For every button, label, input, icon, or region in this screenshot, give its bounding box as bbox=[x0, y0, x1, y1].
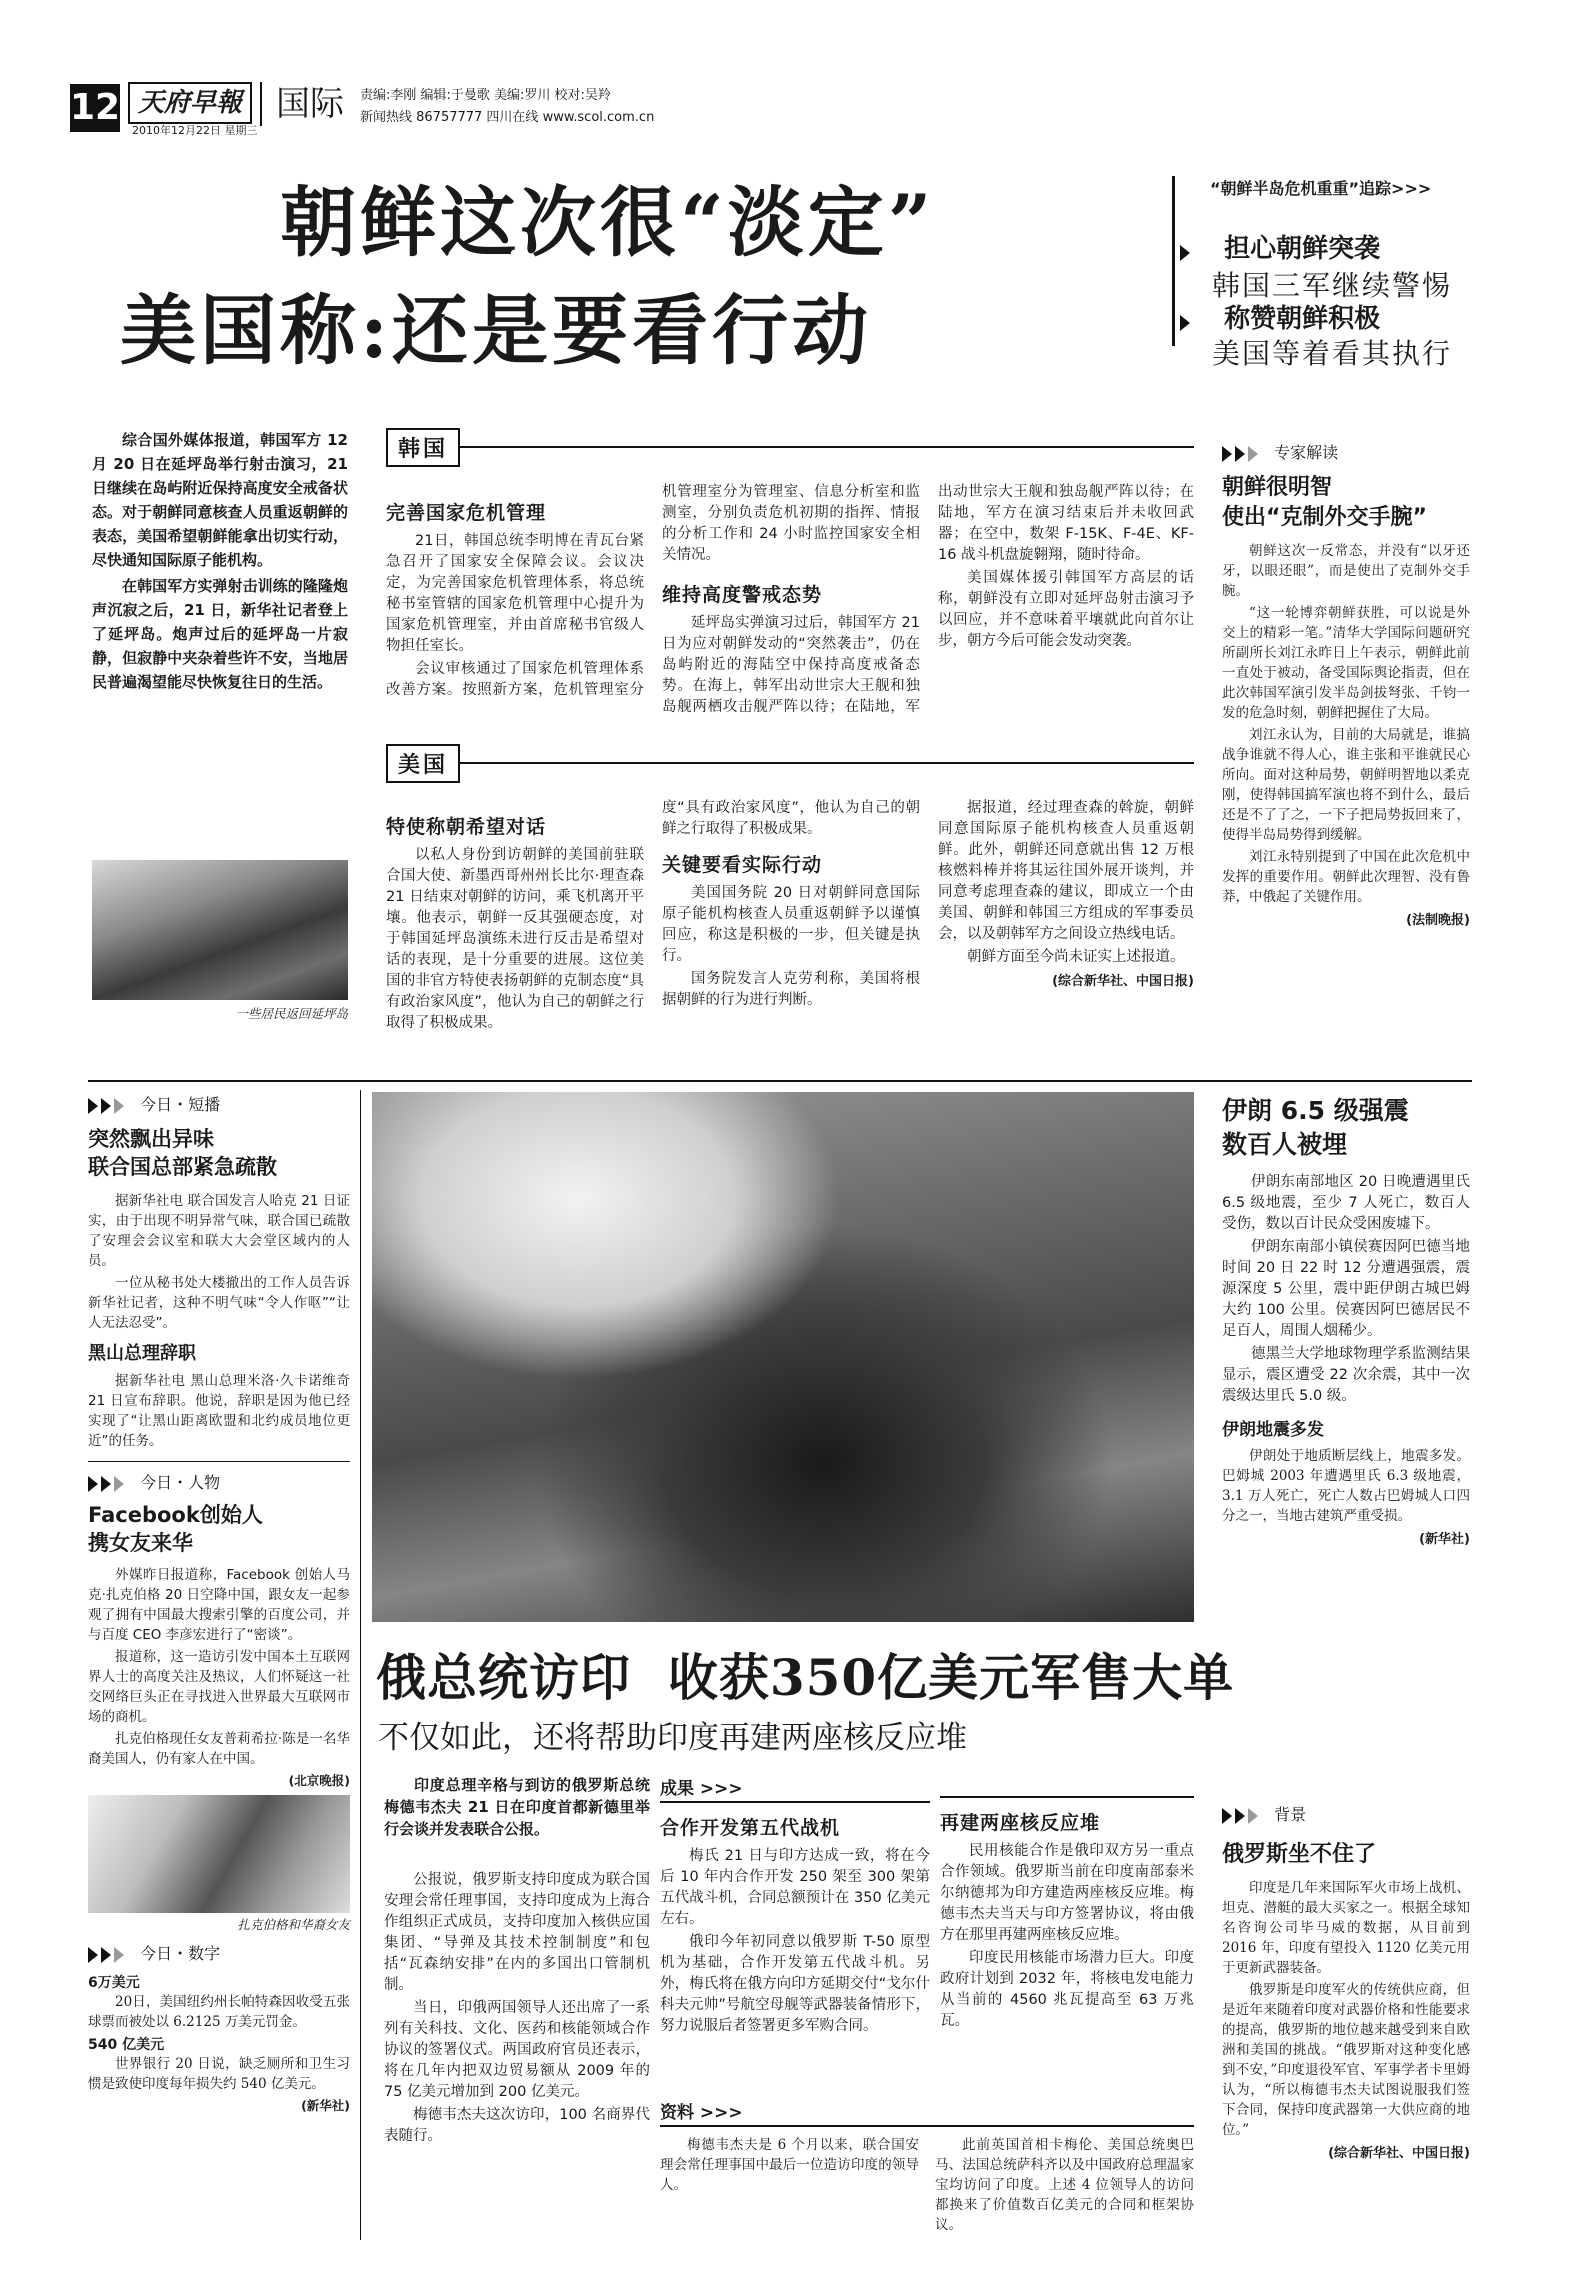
paper-name: 天府早報 bbox=[137, 88, 242, 118]
korea-paragraph-4: 美国媒体援引韩国军方高层的话称，朝鲜没有立即对延坪岛射击演习予以回应，并不意味着平壤就此向首尔让步，朝方今后可能会发动突袭。 bbox=[938, 570, 1194, 649]
usa-paragraph-3: 国务院发言人克劳利称，美国将根据朝鲜的行为进行判断。 bbox=[662, 971, 920, 1008]
russia-paragraph-3: 梅德韦杰夫这次访印，100 名商界代表随行。 bbox=[384, 2107, 650, 2144]
staff-line: 责编:李刚 编辑:于曼歌 美编:罗川 校对:吴羚 bbox=[360, 88, 611, 103]
info-paragraph-1: 梅德韦杰夫是 6 个月以来，联合国安理会常任理事国中最后一位造访印度的领导人。 bbox=[660, 2137, 919, 2193]
lead-paragraph-2: 在韩国军方实弹射击训练的隆隆炮声沉寂之后，21 日，新华社记者登上了延坪岛。炮声过后的延坪岛一片寂静，但寂静中夹杂着些许不安，当地居民普遍渴望能尽快恢复往日的生活。 bbox=[92, 577, 348, 691]
brief-tag-2-label: 今日・人物 bbox=[140, 1473, 221, 1492]
brief-source-2: (新华社) bbox=[301, 2098, 350, 2113]
triangle-icon bbox=[114, 1476, 124, 1492]
info-box bbox=[660, 2098, 1194, 2237]
iran-source: (新华社) bbox=[1419, 1532, 1470, 1547]
brief-heading-2: 黑山总理辞职 bbox=[88, 1343, 196, 1364]
usa-heading-1: 特使称朝希望对话 bbox=[386, 816, 547, 838]
korea-col-2 bbox=[662, 482, 920, 721]
triangle-icon bbox=[101, 1098, 111, 1114]
triangle-icon bbox=[1235, 446, 1245, 462]
earthquake-photo bbox=[372, 1092, 1194, 1622]
triangle-icon bbox=[1235, 1808, 1245, 1824]
iran-paragraph-3: 德黑兰大学地球物理学系监测结果显示，震区遭受 22 次余震，其中一次震级达里氏 5.0 级。 bbox=[1222, 1346, 1470, 1404]
russia-col-1 bbox=[384, 1774, 650, 2149]
korea-heading-2: 维持高度警戒态势 bbox=[662, 584, 823, 606]
number-1-text: 20日，美国纽约州长帕特森因收受五张球票而被处以 6.2125 万美元罚金。 bbox=[88, 1994, 350, 2030]
triangle-icon bbox=[88, 1947, 98, 1963]
russia-col-3 bbox=[940, 1774, 1194, 2034]
number-1: 6万美元 bbox=[88, 1975, 140, 1991]
russia-heading-1: 合作开发第五代战机 bbox=[660, 1817, 841, 1839]
korea-paragraph-2-cont: 机管理室分为管理室、信息分析室和监测室，分别负责危机初期的指挥、情报的分析工作和 24 小时监控国家安全相关情况。 bbox=[662, 484, 920, 563]
russia-paragraph-1: 公报说，俄罗斯支持印度成为联合国安理会常任理事国，支持印度成为上海合作组织正式成员，支持印度加入核供应国集团、“导弹及其技术控制制度”和包括“瓦森纳安排”在内的多国出口管制机制。 bbox=[384, 1872, 650, 1993]
triangle-icon bbox=[114, 1947, 124, 1963]
issue-date: 2010年12月22日 星期三 bbox=[132, 124, 258, 137]
brief-tag-1-label: 今日・短播 bbox=[140, 1095, 221, 1114]
triangle-icon bbox=[1222, 1808, 1232, 1824]
subhead-block-2 bbox=[1180, 298, 1380, 335]
triangle-icon bbox=[88, 1476, 98, 1492]
russia-subhead: 不仅如此，还将帮助印度再建两座核反应堆 bbox=[378, 1720, 967, 1756]
zuckerberg-photo-caption: 扎克伯格和华裔女友 bbox=[237, 1917, 350, 1932]
expert-paragraph-2: “这一轮博弈朝鲜获胜，可以说是外交上的精彩一笔。”清华大学国际问题研究所副所长刘江永昨日上午表示，朝鲜此前一直处于被动，备受国际舆论指责，但在此次韩国军演引发半岛剑拔弩张、千钧一发的危急时刻，朝鲜把握住了大局。 bbox=[1222, 605, 1470, 721]
main-headline-line1: 朝鲜这次很“淡定” bbox=[280, 178, 936, 267]
lead-column bbox=[92, 428, 348, 696]
korea-section-tag: 韩国 bbox=[386, 428, 460, 467]
brief-tag-3-label: 今日・数字 bbox=[140, 1944, 221, 1963]
number-2-text: 世界银行 20 日说，缺乏厕所和卫生习惯是致使印度每年损失约 540 亿美元。 bbox=[88, 2056, 350, 2092]
brief-paragraph-6: 扎克伯格现任女友普莉希拉·陈是一名华裔美国人，仍有家人在中国。 bbox=[88, 1731, 350, 1767]
background-column bbox=[1222, 1802, 1470, 2161]
korea-paragraph-3-cont: 出动世宗大王舰和独岛舰严阵以待；在陆地，军方在演习结束后并未收回武器；在空中，数架 F-15K、F-4E、KF-16 战斗机盘旋翱翔，随时待命。 bbox=[938, 484, 1194, 563]
usa-paragraph-5: 朝鲜方面至今尚未证实上述报道。 bbox=[967, 949, 1185, 965]
brief-tag-1 bbox=[88, 1092, 350, 1115]
expert-paragraph-4: 刘江永特别提到了中国在此次危机中发挥的重要作用。朝鲜此次理智、没有鲁莽，中俄起了关键作用。 bbox=[1222, 849, 1470, 905]
triangle-icon bbox=[88, 1098, 98, 1114]
iran-paragraph-4: 伊朗处于地质断层线上，地震多发。巴姆城 2003 年遭遇里氏 6.3 级地震，3.1 万人死亡，死亡人数占巴姆城人口四分之一，当地古建筑严重受损。 bbox=[1222, 1448, 1470, 1524]
usa-paragraph-1-cont: 度“具有政治家风度”，他认为自己的朝鲜之行取得了积极成果。 bbox=[662, 800, 920, 837]
lead-paragraph-1: 综合国外媒体报道，韩国军方 12 月 20 日在延坪岛举行射击演习，21 日继续在岛屿附近保持高度安全戒备状态。对于朝鲜同意核查人员重返朝鲜的表态，美国希望朝鲜能拿出切实行动，尽快通知国际原子能机构。 bbox=[92, 431, 348, 569]
expert-tag bbox=[1222, 440, 1470, 463]
brief-paragraph-3: 据新华社电 黑山总理米洛·久卡诺维奇 21 日宣布辞职。他说，辞职是因为他已经实现了“让黑山距离欧盟和北约成员地位更近”的任务。 bbox=[88, 1373, 350, 1449]
masthead bbox=[70, 78, 1510, 138]
triangle-icon bbox=[101, 1947, 111, 1963]
brief-source-1: (北京晚报) bbox=[288, 1773, 350, 1788]
background-paragraph-1: 印度是几年来国际军火市场上战机、坦克、潜艇的最大买家之一。根据全球知名咨询公司毕马威的数据，从目前到 2016 年，印度有望投入 1120 亿美元用于更新武器装备。 bbox=[1222, 1880, 1470, 1976]
subhead-2: 美国等着看其执行 bbox=[1212, 337, 1453, 370]
section-separator bbox=[88, 1080, 1472, 1082]
korea-heading-1: 完善国家危机管理 bbox=[386, 502, 547, 524]
russia-heading-2: 再建两座核反应堆 bbox=[940, 1812, 1101, 1834]
results-tag-rule bbox=[940, 1774, 1194, 1798]
russia-lead: 印度总理辛格与到访的俄罗斯总统梅德韦杰夫 21 日在印度首都新德里举行会谈并发表联合公报。 bbox=[384, 1776, 650, 1838]
subhead-2-bold: 称赞朝鲜积极 bbox=[1224, 304, 1381, 334]
section-name: 国际 bbox=[260, 82, 344, 126]
residents-photo-caption: 一些居民返回延坪岛 bbox=[235, 1006, 348, 1021]
brief-tag-3 bbox=[88, 1941, 350, 1964]
brief-tag-2 bbox=[88, 1461, 350, 1493]
brief-paragraph-5: 报道称，这一造访引发中国本土互联网界人士的高度关注及热议，人们怀疑这一社交网络巨头正在寻找进入世界最大互联网市场的商机。 bbox=[88, 1649, 350, 1725]
brief-heading-1: 突然飘出异味 联合国总部紧急疏散 bbox=[88, 1127, 277, 1179]
russia-paragraph-5: 俄印今年初同意以俄罗斯 T-50 原型机为基础，合作开发第五代战斗机。另外，梅氏将在俄方向印方延期交付“戈尔什科夫元帅”号航空母舰等武器装备情形下，努力说服后者签署更多军购合同。 bbox=[660, 1934, 930, 2034]
iran-paragraph-1: 伊朗东南部地区 20 日晚遭遇里氏 6.5 级地震，至少 7 人死亡，数百人受伤，数以百计民众受困废墟下。 bbox=[1222, 1174, 1470, 1232]
background-paragraph-2: 俄罗斯是印度军火的传统供应商，但是近年来随着印度对武器价格和性能要求的提高，俄罗斯的地位越来越受到来自欧洲和美国的挑战。“俄罗斯对这种变化感到不安，”印度退役军官、军事学者卡里姆认为，“所以梅德韦杰夫试图说服我们签下合同，保持印度武器第一大供应商的地位。” bbox=[1222, 1982, 1470, 2138]
info-paragraph-2: 此前英国首相卡梅伦、美国总统奥巴马、法国总统萨科齐以及中国政府总理温家宝均访问了印度。上述 4 位领导人的访问都换来了价值数百亿美元的合同和框架协议。 bbox=[935, 2137, 1194, 2233]
triangle-icon bbox=[114, 1098, 124, 1114]
zuckerberg-photo bbox=[88, 1795, 350, 1913]
usa-col-1 bbox=[386, 806, 644, 1039]
residents-photo bbox=[92, 860, 348, 1000]
iran-column bbox=[1222, 1094, 1470, 1547]
tracking-label: “朝鲜半岛危机重重”追踪>>> bbox=[1210, 179, 1432, 198]
korea-section-line bbox=[386, 446, 1194, 448]
usa-section-line bbox=[386, 762, 1194, 764]
usa-paragraph-2: 美国国务院 20 日对朝鲜同意国际原子能机构核查人员重返朝鲜予以谨慎回应，称这是积极的一步，但关键是执行。 bbox=[662, 885, 920, 964]
korea-paragraph-3: 延坪岛实弹演习过后，韩国军方 21 日为应对朝鲜发动的“突然袭击”，仍在岛屿附近的海陆空中保持高度戒备态势。在海上，韩军出动世宗大王舰和独岛舰两栖攻击舰严阵以待；在陆地，军 bbox=[662, 615, 920, 715]
russia-headline: 俄总统访印 收获350亿美元军售大单 bbox=[376, 1648, 1235, 1707]
briefs-column bbox=[88, 1092, 350, 2114]
number-2: 540 亿美元 bbox=[88, 2037, 165, 2053]
russia-paragraph-2: 当日，印俄两国领导人还出席了一系列有关科技、文化、医药和核能领域合作协议的签署仪式。两国政府官员还表示，将在几年内把双边贸易额从 2009 年的 75 亿美元增加到 200 亿美元。 bbox=[384, 2000, 650, 2100]
expert-source: (法制晚报) bbox=[1406, 913, 1470, 928]
paper-logo bbox=[128, 82, 252, 124]
triangle-icon bbox=[1180, 245, 1190, 261]
triangle-icon bbox=[1248, 446, 1258, 462]
expert-paragraph-1: 朝鲜这次一反常态，并没有“以牙还牙，以眼还眼”，而是使出了克制外交手腕。 bbox=[1222, 543, 1470, 599]
headline-divider bbox=[1172, 176, 1175, 346]
triangle-icon bbox=[1222, 446, 1232, 462]
background-heading: 俄罗斯坐不住了 bbox=[1222, 1842, 1377, 1867]
russia-paragraph-6: 民用核能合作是俄印双方另一重点合作领域。俄罗斯当前在印度南部泰米尔纳德邦为印方建造两座核反应堆。梅德韦杰夫当天与印方签署协议，将由俄方在那里再建两座核反应堆。 bbox=[940, 1843, 1194, 1943]
triangle-icon bbox=[1248, 1808, 1258, 1824]
results-tag: 成果 >>> bbox=[660, 1774, 930, 1803]
korea-col-1 bbox=[386, 492, 644, 703]
russia-paragraph-7: 印度民用核能市场潜力巨大。印度政府计划到 2032 年，将核电发电能力从当前的 4560 兆瓦提高至 63 万兆瓦。 bbox=[940, 1950, 1194, 2029]
usa-paragraph-1: 以私人身份到访朝鲜的美国前驻联合国大使、新墨西哥州州长比尔·理查森 21 日结束对朝鲜的访问，乘飞机离开平壤。他表示，朝鲜一反其强硬态度，对于韩国延坪岛演练未进行反击是希望对话的表现，是十分重要的进展。这位美国的非官方特使表扬朝鲜的克制态度“具有政治家风度”，他认为自己的朝鲜之行取得了积极成果。 bbox=[386, 847, 644, 1031]
korea-paragraph-2: 会议审核通过了国家危机管理体系改善方案。按照新方案，危机管理室分 bbox=[386, 661, 644, 698]
subhead-1-bold: 担心朝鲜突袭 bbox=[1224, 234, 1381, 264]
brief-heading-3: Facebook创始人 携女友来华 bbox=[88, 1503, 263, 1555]
usa-source: (综合新华社、中国日报) bbox=[1052, 974, 1194, 989]
iran-paragraph-2: 伊朗东南部小镇侯赛因阿巴德当地时间 20 日 22 时 12 分遭遇强震，震源深度 5 公里，震中距伊朗古城巴姆大约 100 公里。侯赛因阿巴德居民不足百人，周围人烟稀少。 bbox=[1222, 1239, 1470, 1339]
usa-col-2 bbox=[662, 798, 920, 1013]
korea-col-3 bbox=[938, 482, 1194, 654]
subhead-1: 韩国三军继续警惕 bbox=[1212, 269, 1453, 302]
iran-heading: 伊朗 6.5 级强震 数百人被埋 bbox=[1222, 1096, 1409, 1159]
info-tag: 资料 >>> bbox=[660, 2098, 1194, 2127]
russia-paragraph-4: 梅氏 21 日与印方达成一致，将在今后 10 年内合作开发 250 架至 300 架第五代战斗机，合同总额预计在 350 亿美元左右。 bbox=[660, 1848, 930, 1927]
russia-col-2 bbox=[660, 1774, 930, 2039]
iran-heading-2: 伊朗地震多发 bbox=[1222, 1420, 1324, 1440]
brief-paragraph-2: 一位从秘书处大楼撤出的工作人员告诉新华社记者，这种不明气味“令人作呕”“让人无法忍受”。 bbox=[88, 1275, 350, 1331]
page-number: 12 bbox=[70, 84, 120, 132]
expert-heading: 朝鲜很明智 使出“克制外交手腕” bbox=[1222, 475, 1427, 530]
usa-col-3 bbox=[938, 798, 1194, 989]
usa-heading-2: 关键要看实际行动 bbox=[662, 854, 823, 876]
brief-paragraph-4: 外媒昨日报道称，Facebook 创始人马克·扎克伯格 20 日空降中国，跟女友一起参观了拥有中国最大搜索引擎的百度公司，并与百度 CEO 李彦宏进行了“密谈”。 bbox=[88, 1567, 350, 1643]
usa-section-tag: 美国 bbox=[386, 744, 460, 783]
background-tag-label: 背景 bbox=[1274, 1805, 1307, 1824]
expert-paragraph-3: 刘江永认为，目前的大局就是，谁搞战争谁就不得人心，谁主张和平谁就民心所向。面对这种局势，朝鲜明智地以柔克刚，使得韩国搞军演也将不到什么，最后还是不了了之，一下子把局势扳回来了，使得半岛局势得到缓解。 bbox=[1222, 727, 1470, 843]
background-tag bbox=[1222, 1802, 1470, 1825]
background-source: (综合新华社、中国日报) bbox=[1328, 2146, 1470, 2161]
contact-line: 新闻热线 86757777 四川在线 www.scol.com.cn bbox=[360, 110, 655, 125]
triangle-icon bbox=[1180, 315, 1190, 331]
expert-tag-label: 专家解读 bbox=[1274, 443, 1339, 462]
briefs-divider bbox=[360, 1090, 361, 2240]
usa-paragraph-4: 据报道，经过理查森的斡旋，朝鲜同意国际原子能机构核查人员重返朝鲜。此外，朝鲜还同意就出售 12 万根核燃料棒并将其运往国外展开谈判，并同意考虑理查森的建议，即成立一个由美国、朝鲜和韩国三方组成的军事委员会，以及朝韩军方之间设立热线电话。 bbox=[938, 800, 1194, 942]
expert-column bbox=[1222, 440, 1470, 928]
brief-paragraph-1: 据新华社电 联合国发言人哈克 21 日证实，由于出现不明异常气味，联合国已疏散了安理会会议室和联大大会堂区域内的人员。 bbox=[88, 1193, 350, 1269]
korea-paragraph-1: 21日，韩国总统李明博在青瓦台紧急召开了国家安全保障会议。会议决定，为完善国家危机管理体系，将总统秘书室管辖的国家危机管理中心提升为国家危机管理室，并由首席秘书官级人物担任室长。 bbox=[386, 533, 644, 654]
main-headline-line2: 美国称:还是要看行动 bbox=[120, 286, 873, 375]
subhead-block-1 bbox=[1180, 228, 1380, 265]
triangle-icon bbox=[101, 1476, 111, 1492]
